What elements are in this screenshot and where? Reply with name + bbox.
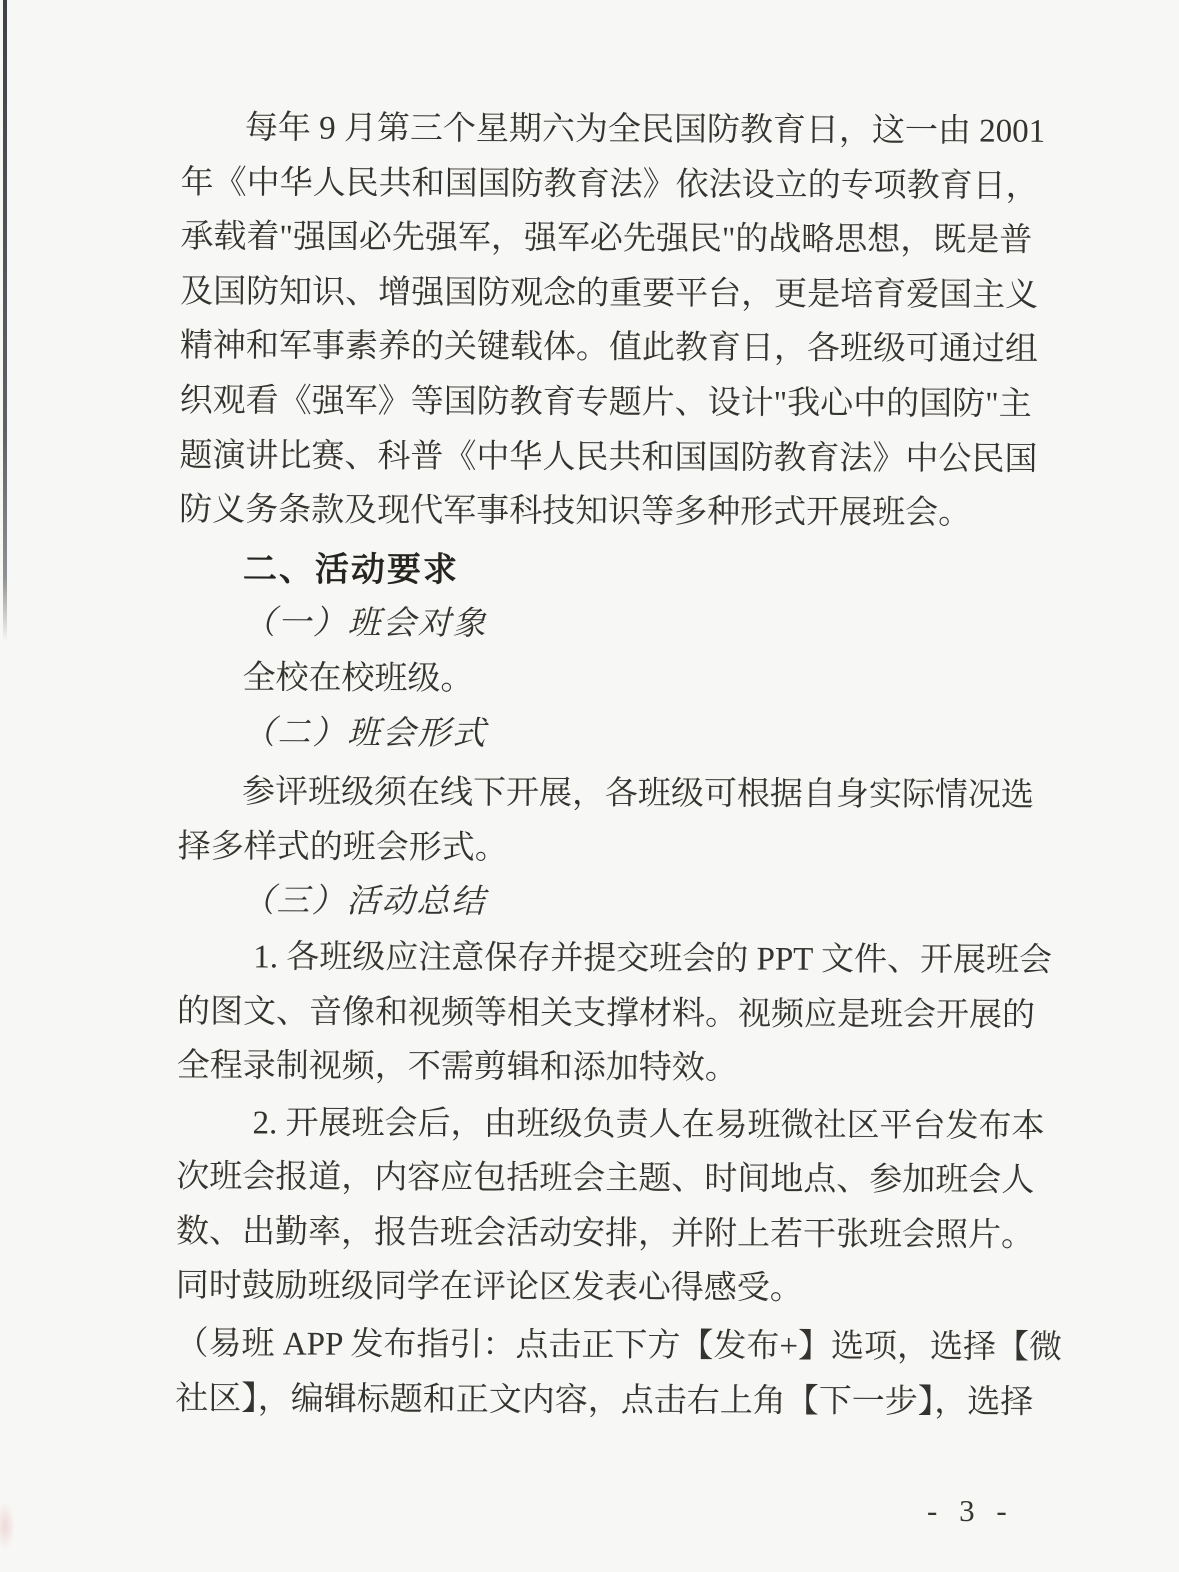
body-line: 择多样式的班会形式。	[177, 828, 508, 867]
body-line: 承载着"强国必先强军，强军必先强民"的战略思想，既是普	[180, 219, 1033, 259]
note-line: （易班 APP 发布指引：点击正下方【发布+】选项，选择【微	[175, 1326, 1063, 1366]
body-line: 及国防知识、增强国防观念的重要平台，更是培育爱国主义	[180, 273, 1039, 314]
subsection-1-heading: （一）班会对象	[242, 605, 488, 643]
body-line: 参评班级须在线下开展，各班级可根据自身实际情况选	[241, 774, 1035, 814]
scan-smudge-artifact	[0, 1502, 15, 1550]
body-line: 全程录制视频，不需剪辑和添加特效。	[176, 1048, 738, 1087]
body-line: 年《中华人民共和国国防教育法》依法设立的专项教育日，	[180, 164, 1039, 205]
body-line: 全校在校班级。	[242, 660, 474, 698]
body-line: 每年 9 月第三个星期六为全民国防教育日，这一由 2001	[244, 110, 1046, 150]
body-line: 精神和军事素养的关键载体。值此教育日，各班级可通过组	[179, 328, 1038, 369]
body-line: 的图文、音像和视频等相关支撑材料。视频应是班会开展的	[176, 993, 1036, 1034]
body-line: 次班会报道，内容应包括班会主题、时间地点、参加班会人	[176, 1159, 1035, 1200]
section-2-heading: 二、活动要求	[242, 550, 460, 589]
body-line: 织观看《强军》等国防教育专题片、设计"我心中的国防"主	[179, 382, 1032, 423]
numbered-item-1-line: 1. 各班级应注意保存并提交班会的 PPT 文件、开展班会	[253, 939, 1053, 979]
page-number: - 3 -	[927, 1493, 1014, 1528]
body-line: 防义务条款及现代军事科技知识等多种形式开展班会。	[179, 492, 972, 532]
body-line: 题演讲比赛、科普《中华人民共和国国防教育法》中公民国	[179, 437, 1038, 478]
scan-edge-artifact	[3, 0, 7, 642]
note-line: 社区】，编辑标题和正文内容，点击右上角【下一步】，选择	[175, 1380, 1034, 1421]
body-text	[175, 101, 1063, 1430]
subsection-2-heading: （二）班会形式	[242, 714, 488, 752]
body-line: 同时鼓励班级同学在评论区发表心得感受。	[175, 1268, 803, 1308]
body-line: 数、出勤率，报告班会活动安排，并附上若干张班会照片。	[175, 1213, 1035, 1254]
subsection-3-heading: （三）活动总结	[241, 883, 487, 921]
numbered-item-2-line: 2. 开展班会后，由班级负责人在易班微社区平台发布本	[252, 1105, 1045, 1145]
